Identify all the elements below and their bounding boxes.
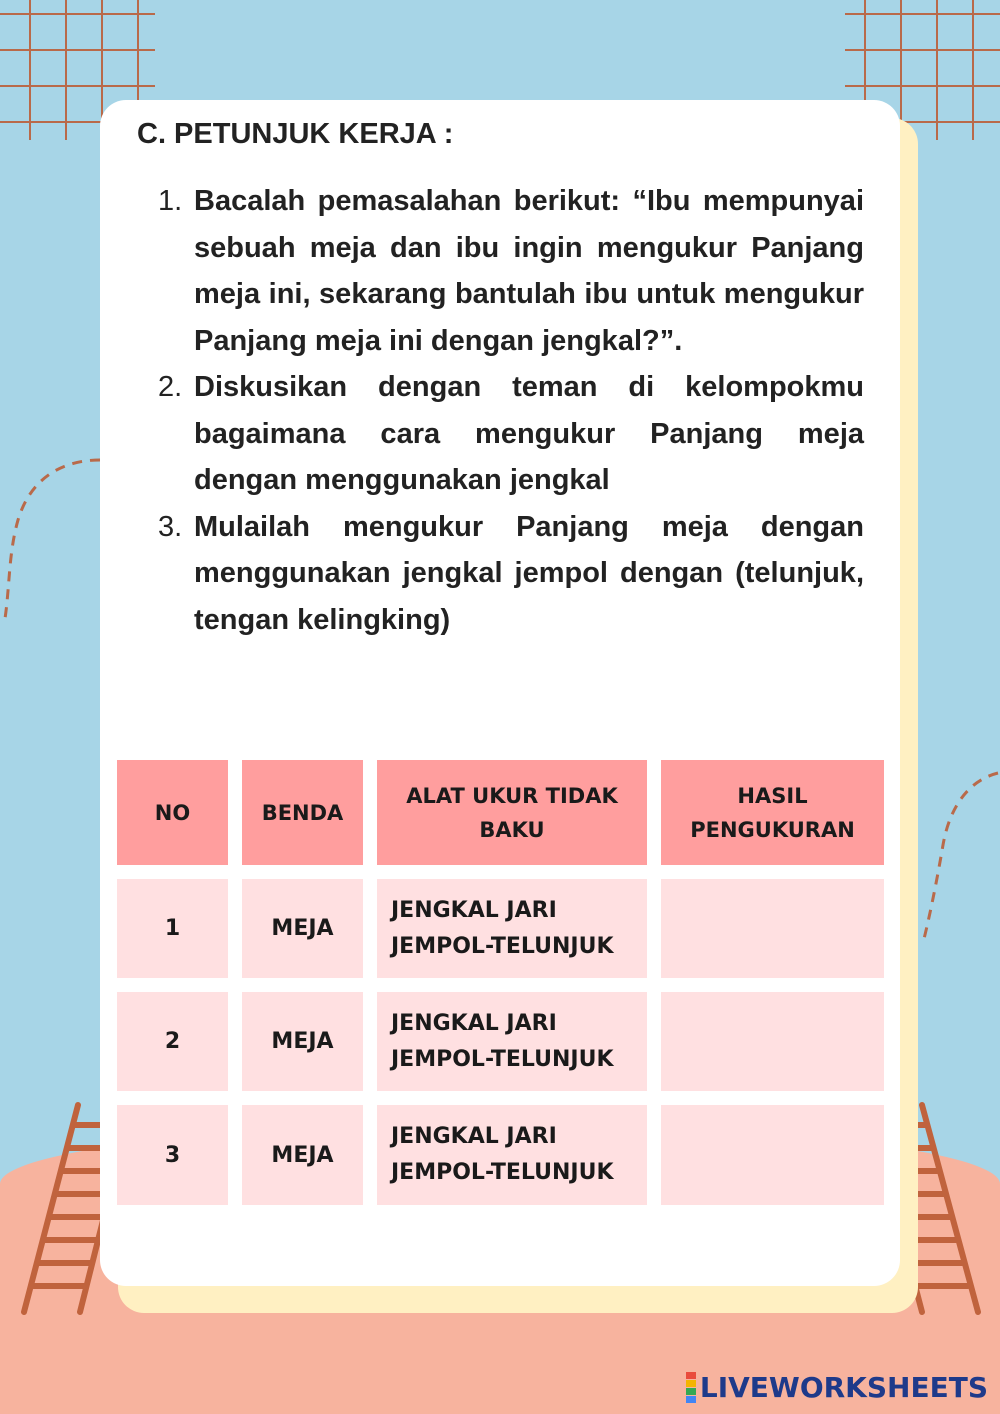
step-number: 3.	[158, 510, 183, 543]
cell-no: 2	[117, 992, 228, 1091]
instruction-step-1	[158, 178, 864, 364]
liveworksheets-logo-icon	[686, 1372, 696, 1403]
step-text: Bacalah pemasalahan berikut: “Ibu mempunyai sebuah meja dan ibu ingin mengukur Panjang meja ini, sekarang bantulah ibu untuk mengukur Panjang meja ini dengan jengkal?”.	[194, 185, 864, 357]
cell-alat	[377, 1105, 647, 1205]
step-text: Mulailah mengukur Panjang meja dengan menggunakan jengkal jempol dengan (telunjuk, tengan kelingking)	[194, 510, 864, 636]
dashed-curve-left	[0, 450, 110, 630]
header-hasil-label: HASIL PENGUKURAN	[690, 783, 855, 842]
instruction-step-2	[158, 364, 864, 504]
step-text: Diskusikan dengan teman di kelompokmu bagaimana cara mengukur Panjang meja dengan menggunakan jengkal	[194, 371, 864, 496]
table-row	[117, 1105, 884, 1205]
instruction-list	[158, 178, 864, 643]
header-hasil	[661, 760, 884, 865]
table-row	[117, 879, 884, 978]
cell-alat	[377, 992, 647, 1091]
cell-no: 1	[117, 879, 228, 978]
cell-alat-text: JENGKAL JARI JEMPOL-TELUNJUK	[391, 1124, 614, 1185]
cell-alat-text: JENGKAL JARI JEMPOL-TELUNJUK	[391, 897, 614, 959]
cell-benda: MEJA	[242, 1105, 363, 1205]
header-alat-ukur	[377, 760, 647, 865]
cell-hasil-input[interactable]	[661, 992, 884, 1091]
liveworksheets-logo	[686, 1371, 988, 1404]
cell-benda: MEJA	[242, 879, 363, 978]
header-alat-ukur-label: ALAT UKUR TIDAK BAKU	[406, 783, 618, 842]
cell-alat-text: JENGKAL JARI JEMPOL-TELUNJUK	[391, 1010, 614, 1072]
dashed-curve-right	[915, 765, 1000, 945]
cell-alat	[377, 879, 647, 978]
instruction-step-3	[158, 504, 864, 644]
header-no: NO	[117, 760, 228, 865]
table-header-row	[117, 760, 884, 865]
section-heading: C. PETUNJUK KERJA :	[137, 118, 454, 150]
step-number: 2.	[158, 371, 183, 403]
step-number: 1.	[158, 185, 183, 217]
cell-no: 3	[117, 1105, 228, 1205]
cell-hasil-input[interactable]	[661, 879, 884, 978]
cell-benda: MEJA	[242, 992, 363, 1091]
table-row	[117, 992, 884, 1091]
liveworksheets-logo-text: LIVEWORKSHEETS	[699, 1371, 988, 1404]
cell-hasil-input[interactable]	[661, 1105, 884, 1205]
header-benda: BENDA	[242, 760, 363, 865]
